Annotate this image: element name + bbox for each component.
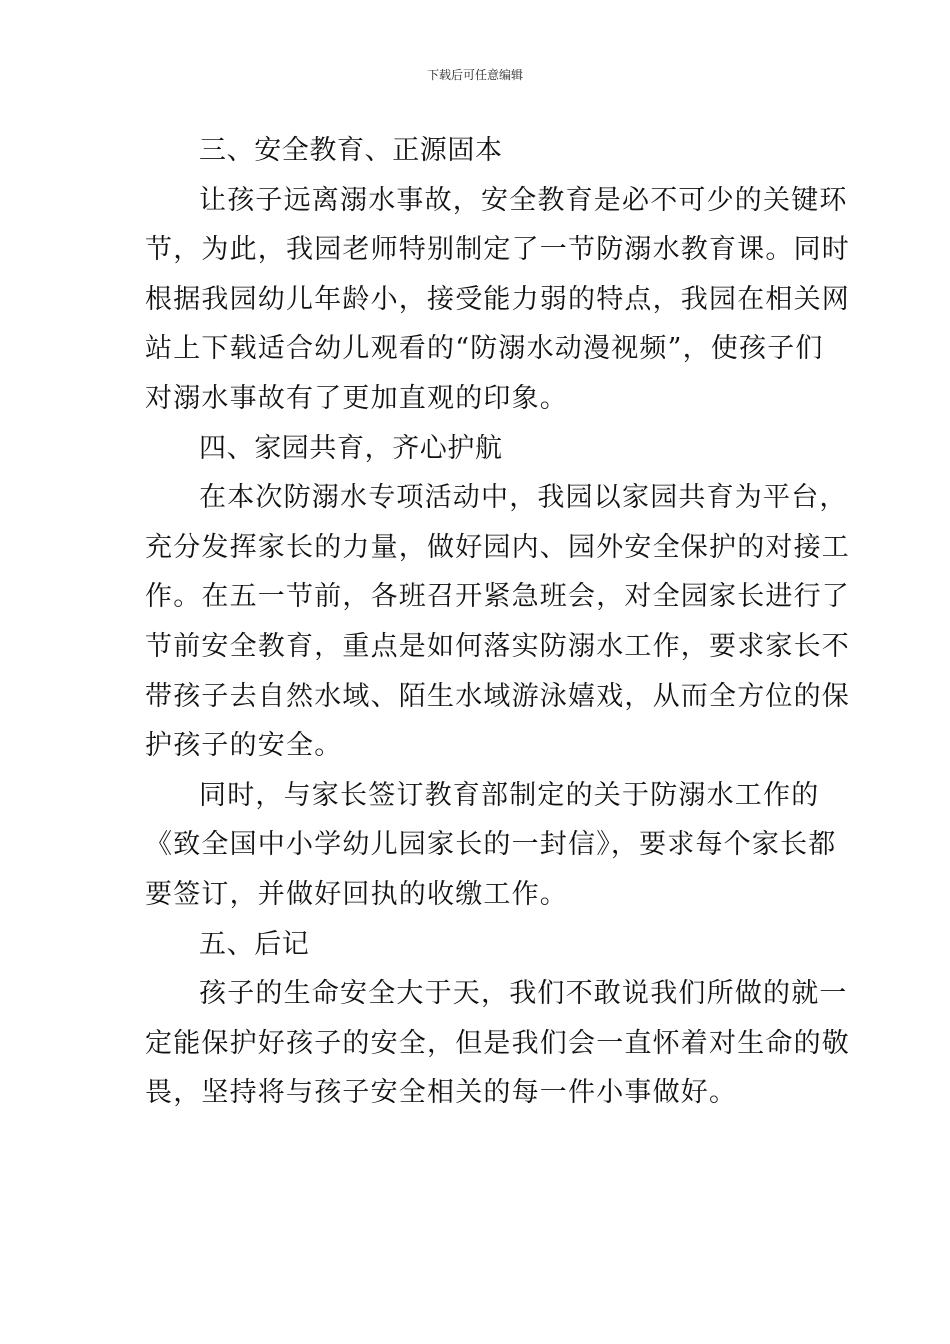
paragraph-line: 带孩子去自然水域、陌生水域游泳嬉戏，从而全方位的保 — [145, 680, 850, 712]
section-heading: 三、安全教育、正源固本 — [199, 135, 503, 166]
paragraph-line: 畏，坚持将与孩子安全相关的每一件小事做好。 — [145, 1077, 738, 1109]
paragraph-line: 孩子的生命安全大于天，我们不敢说我们所做的就一 — [199, 978, 848, 1010]
section-heading: 四、家园共育，齐心护航 — [199, 432, 503, 464]
paragraph-line: 在本次防溺水专项活动中，我园以家园共育为平台， — [199, 482, 848, 514]
document-body — [145, 126, 850, 1118]
paragraph-line: 让孩子远离溺水事故，安全教育是必不可少的关键环 — [199, 184, 848, 216]
paragraph-line: 护孩子的安全。 — [145, 730, 343, 762]
paragraph-line: 节前安全教育，重点是如何落实防溺水工作，要求家长不 — [145, 630, 850, 662]
paragraph-line: 同时，与家长签订教育部制定的关于防溺水工作的 — [199, 779, 820, 811]
paragraph-line: 充分发挥家长的力量，做好园内、园外安全保护的对接工 — [145, 531, 850, 563]
section-heading: 五、后记 — [199, 928, 310, 960]
paragraph-line: 节，为此，我园老师特别制定了一节防溺水教育课。同时 — [145, 234, 850, 266]
paragraph-line: 要签订，并做好回执的收缴工作。 — [145, 878, 568, 910]
paragraph-line: 《致全国中小学幼儿园家长的一封信》，要求每个家长都 — [145, 829, 837, 861]
paragraph-line: 作。在五一节前，各班召开紧急班会，对全园家长进行了 — [145, 581, 850, 613]
paragraph-line: 站上下载适合幼儿观看的“防溺水动漫视频”，使孩子们 — [145, 333, 824, 365]
header-note: 下载后可任意编辑 — [426, 68, 523, 82]
paragraph-line: 根据我园幼儿年龄小，接受能力弱的特点，我园在相关网 — [145, 283, 850, 315]
paragraph-line: 对溺水事故有了更加直观的印象。 — [145, 382, 568, 414]
paragraph-line: 定能保护好孩子的安全，但是我们会一直怀着对生命的敬 — [145, 1027, 850, 1059]
